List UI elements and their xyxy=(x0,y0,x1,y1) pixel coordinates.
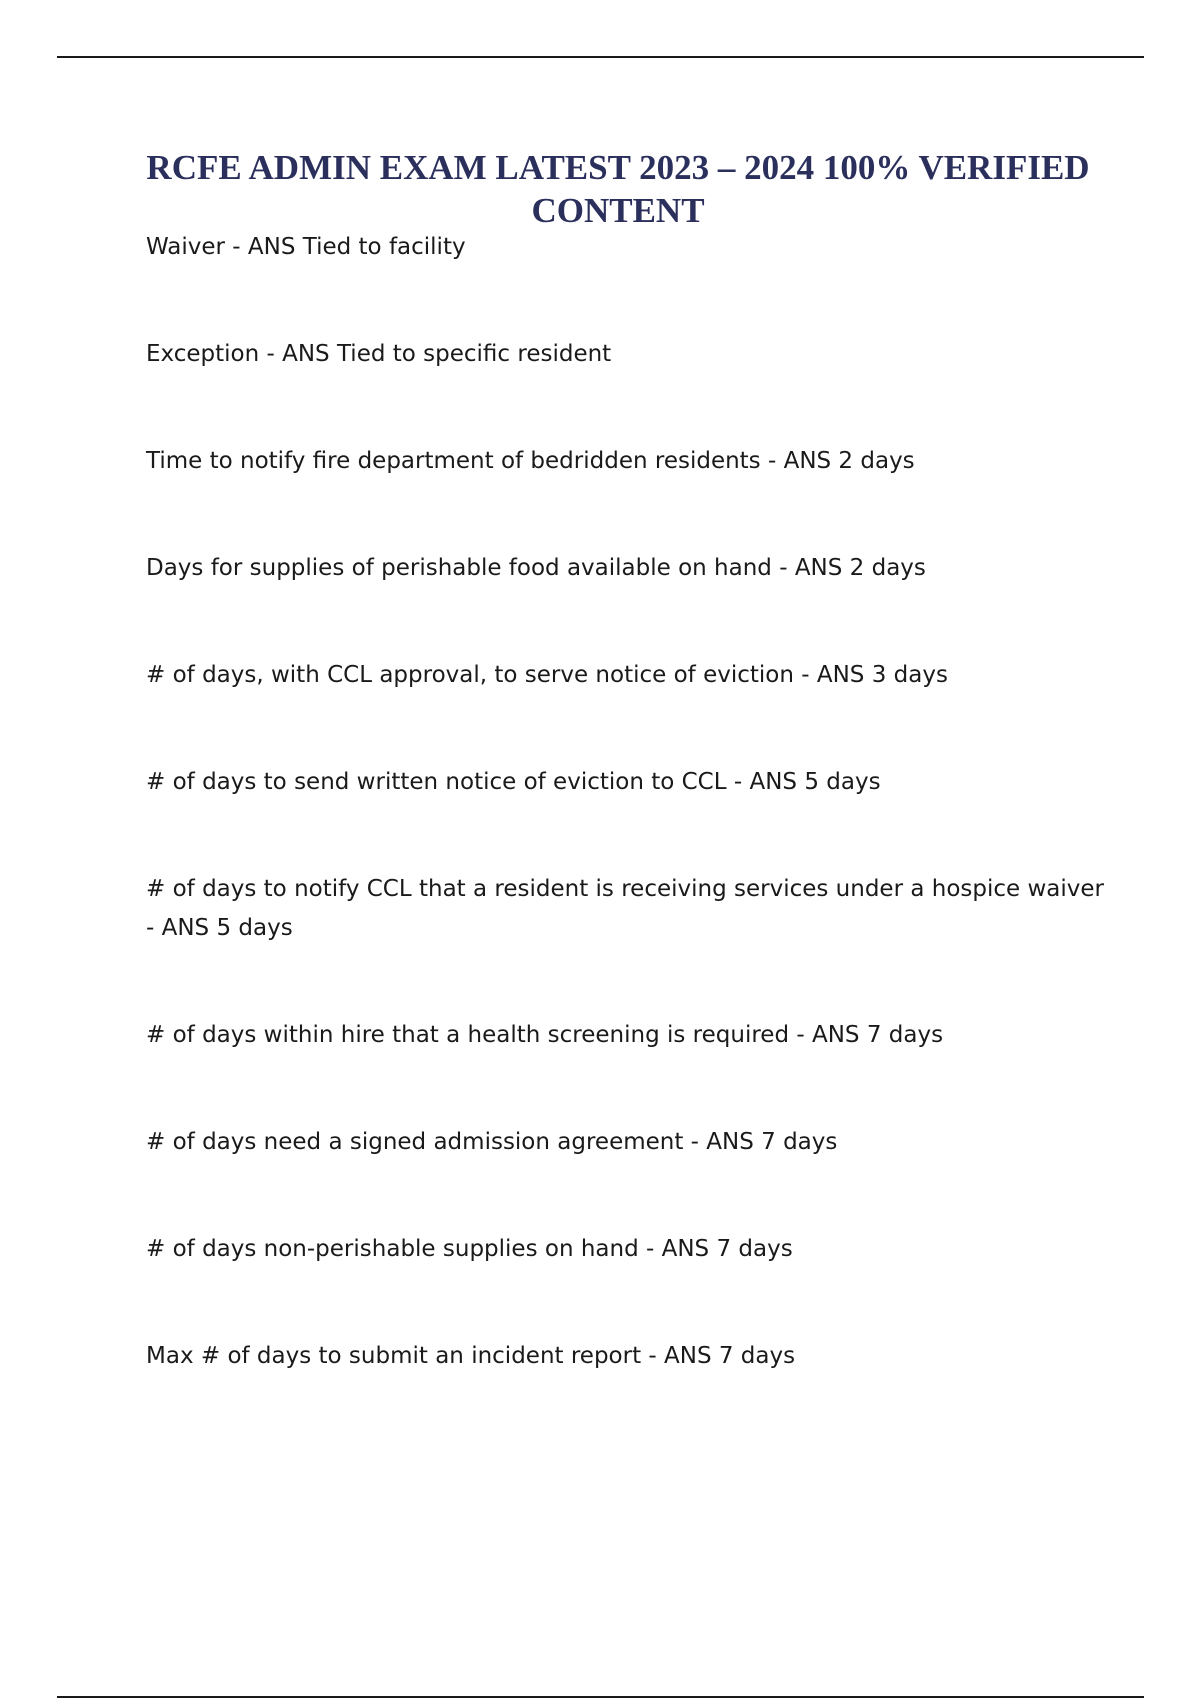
qa-item-non-perishable: # of days non-perishable supplies on hand - ANS 7 days xyxy=(146,1236,793,1262)
qa-item-admission-agreement: # of days need a signed admission agreement - ANS 7 days xyxy=(146,1129,838,1155)
qa-item-health-screening: # of days within hire that a health screening is required - ANS 7 days xyxy=(146,1022,944,1048)
qa-item-incident-report: Max # of days to submit an incident report - ANS 7 days xyxy=(146,1343,796,1369)
qa-item-eviction-notice: # of days, with CCL approval, to serve notice of eviction - ANS 3 days xyxy=(146,662,948,688)
top-rule xyxy=(57,56,1144,58)
qa-item-eviction-ccl: # of days to send written notice of eviction to CCL - ANS 5 days xyxy=(146,769,881,795)
qa-list xyxy=(146,228,1106,1444)
bottom-rule xyxy=(57,1696,1144,1698)
qa-item-perishable-food: Days for supplies of perishable food available on hand - ANS 2 days xyxy=(146,555,926,581)
qa-item-exception: Exception - ANS Tied to specific resident xyxy=(146,341,612,367)
qa-item-hospice-waiver: # of days to notify CCL that a resident is receiving services under a hospice waiver - ANS 5 days xyxy=(146,876,1104,941)
page-title: RCFE ADMIN EXAM LATEST 2023 – 2024 100% VERIFIED CONTENT xyxy=(146,148,1090,230)
qa-item-fire-notify: Time to notify fire department of bedridden residents - ANS 2 days xyxy=(146,448,915,474)
qa-item-waiver: Waiver - ANS Tied to facility xyxy=(146,234,466,260)
